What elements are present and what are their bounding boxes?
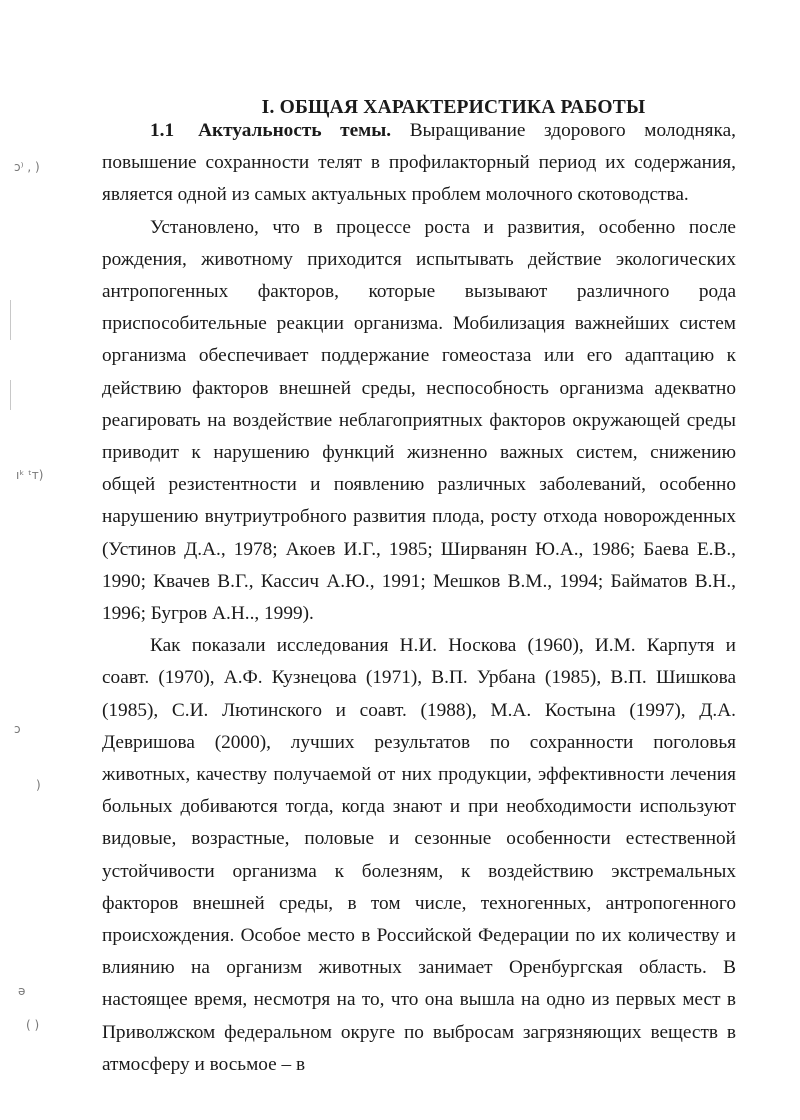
paragraph-text: Выращивание здорового молодняка, повышение сохранности телят в профилакторный период их содержания, является одной из самых актуальных проблем молочного скотоводства. bbox=[102, 120, 736, 206]
page-heading: I. ОБЩАЯ ХАРАКТЕРИСТИКА РАБОТЫ bbox=[261, 97, 646, 119]
body-text bbox=[102, 115, 736, 1081]
paragraph-2 bbox=[102, 212, 736, 631]
paragraph-text: Как показали исследования Н.И. Носкова (1960), И.М. Карпутя и соавт. (1970), А.Ф. Кузнецова (1971), В.П. Урбана (1985), В.П. Шишкова (1985), С.И. Лютинского и соавт. (1988), М.А. Костына (1997), Д.А. Девришова (2000), лучших результатов по сохранности поголовья животных, качеству получаемой от них продукции, эффективности лечения больных добиваются тогда, когда знают и при необходимости используют видовые, возрастные, половые и сезонные особенности естественной устойчивости организма к болезням, к воздействию экстремальных факторов внешней среды, в том числе, техногенных, антропогенного происхождения. Особое место в Российской Федерации по их количеству и влиянию на организм животных занимает Оренбургская область. В настоящее время, несмотря на то, что она вышла на одно из первых мест в Приволжском федеральном округе по выбросам загрязняющих веществ в атмосферу и восьмое – в bbox=[102, 635, 736, 1075]
margin-mark bbox=[10, 380, 11, 410]
margin-mark: ə bbox=[18, 984, 26, 998]
margin-mark: ( ) bbox=[26, 1018, 40, 1032]
margin-mark: ɔ bbox=[14, 722, 21, 736]
paragraph-1 bbox=[102, 115, 736, 212]
section-title: Актуальность темы. bbox=[198, 120, 392, 141]
section-number: 1.1 bbox=[150, 120, 175, 141]
margin-mark: ıᵏ ᵗт) bbox=[16, 468, 44, 482]
paragraph-3 bbox=[102, 630, 736, 1081]
margin-mark: ↄ⁾ , ) bbox=[14, 160, 40, 174]
margin-mark bbox=[10, 300, 11, 340]
paragraph-text: Установлено, что в процессе роста и развития, особенно после рождения, животному приходится испытывать действие экологических антропогенных факторов, которые вызывают различного рода приспособительные реакции организма. Мобилизация важнейших систем организма обеспечивает поддержание гомеостаза или его адаптацию к действию факторов внешней среды, неспособность организма адекватно реагировать на воздействие неблагоприятных факторов окружающей среды приводит к нарушению функций жизненно важных систем, снижению общей резистентности и появлению различных заболеваний, особенно нарушению внутриутробного развития плода, росту отхода новорожденных (Устинов Д.А., 1978; Акоев И.Г., 1985; Ширванян Ю.А., 1986; Баева Е.В., 1990; Квачев В.Г., Кассич А.Ю., 1991; Мешков В.М., 1994; Байматов В.Н., 1996; Бугров А.Н.., 1999). bbox=[102, 216, 736, 625]
section-lead bbox=[150, 120, 391, 141]
margin-mark: ) bbox=[36, 778, 41, 792]
